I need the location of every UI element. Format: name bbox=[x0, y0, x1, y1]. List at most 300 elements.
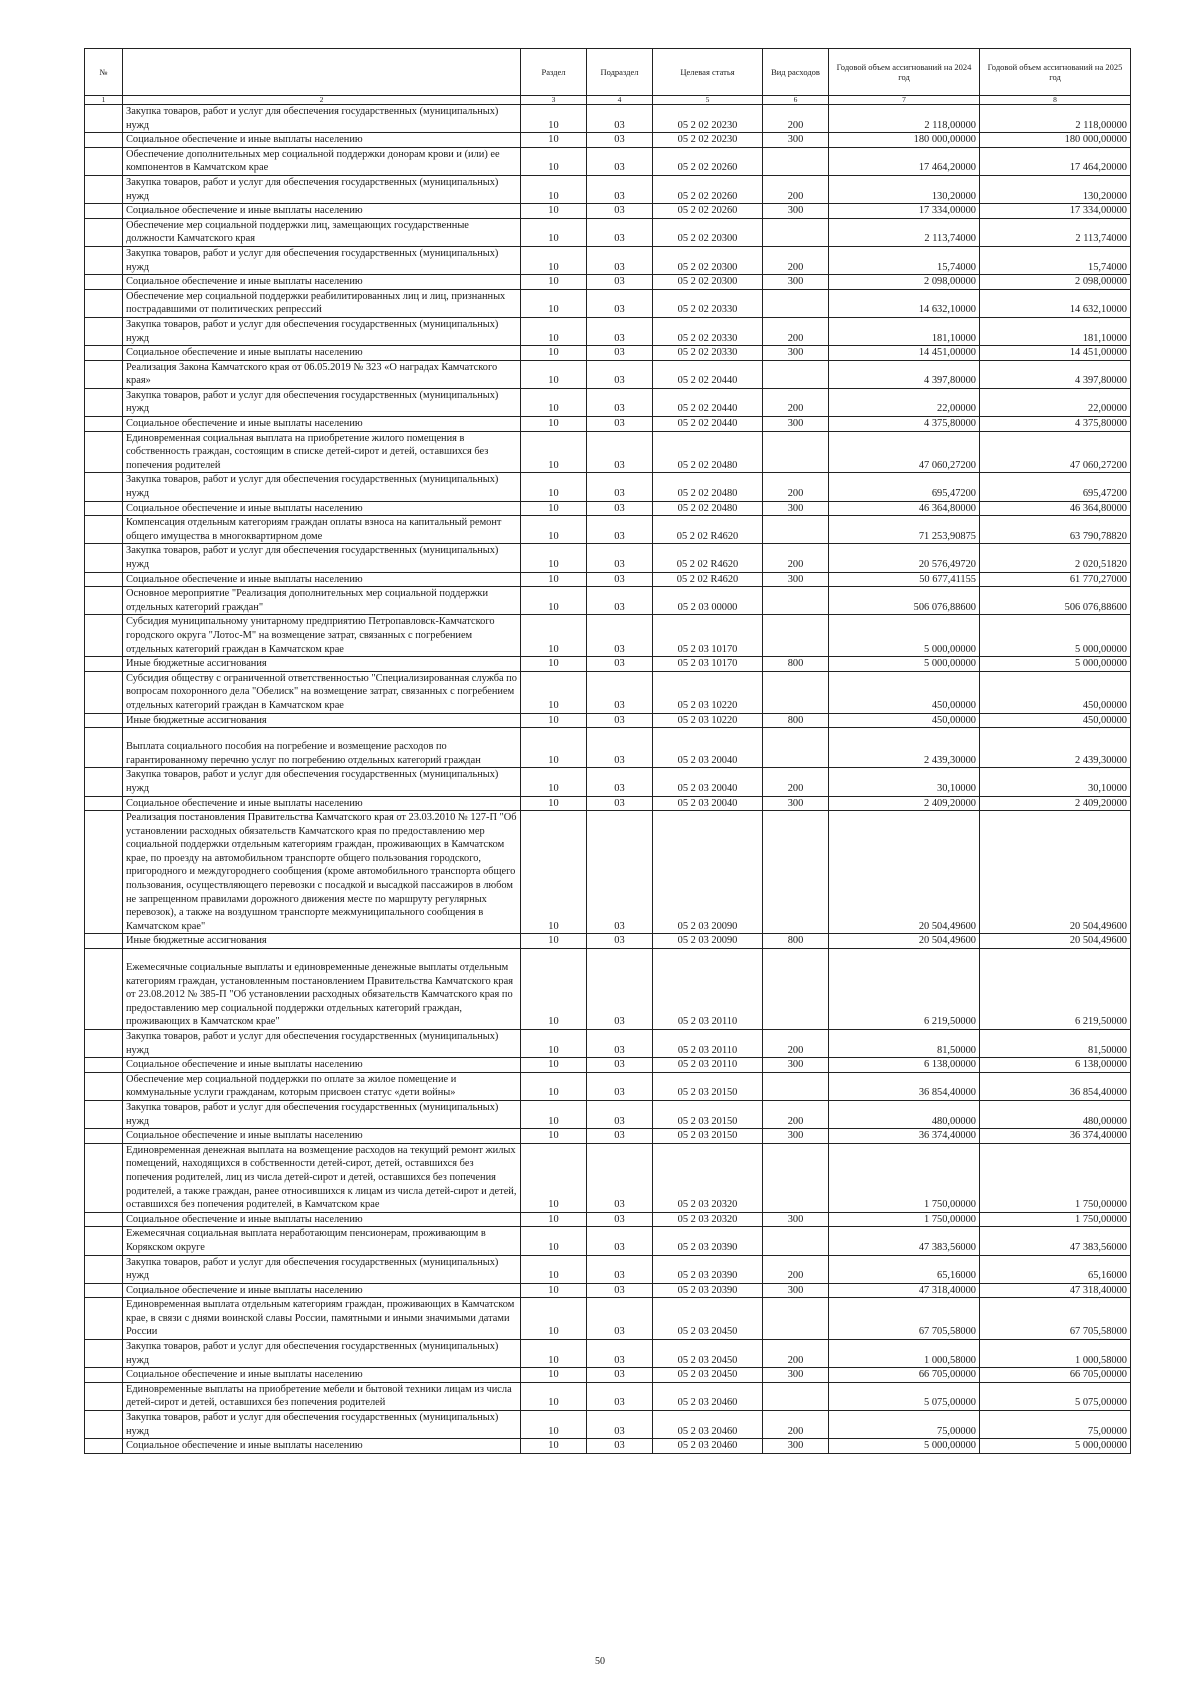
cell-name: Закупка товаров, работ и услуг для обеспечения государственных (муниципальных) нужд bbox=[123, 1255, 521, 1283]
cell-podrazdel: 03 bbox=[587, 147, 653, 175]
cell-target: 05 2 02 20330 bbox=[653, 317, 763, 345]
cell-podrazdel: 03 bbox=[587, 133, 653, 148]
cell-podrazdel: 03 bbox=[587, 1072, 653, 1100]
cell-y2024: 4 397,80000 bbox=[829, 360, 980, 388]
table-body bbox=[85, 105, 1131, 1454]
cell-y2025: 2 439,30000 bbox=[980, 728, 1131, 768]
cell-razdel: 10 bbox=[521, 289, 587, 317]
cell-vid bbox=[763, 1143, 829, 1212]
cell-podrazdel: 03 bbox=[587, 204, 653, 219]
cell-num bbox=[85, 1298, 123, 1340]
cell-razdel: 10 bbox=[521, 1212, 587, 1227]
cell-razdel: 10 bbox=[521, 1030, 587, 1058]
cell-podrazdel: 03 bbox=[587, 175, 653, 203]
cell-num bbox=[85, 1030, 123, 1058]
cell-y2024: 1 000,58000 bbox=[829, 1340, 980, 1368]
cell-name: Социальное обеспечение и иные выплаты населению bbox=[123, 417, 521, 432]
table-row bbox=[85, 1382, 1131, 1410]
cell-y2025: 65,16000 bbox=[980, 1255, 1131, 1283]
cell-podrazdel: 03 bbox=[587, 572, 653, 587]
cell-vid: 200 bbox=[763, 317, 829, 345]
cell-vid bbox=[763, 728, 829, 768]
cell-vid: 300 bbox=[763, 1129, 829, 1144]
cell-name: Социальное обеспечение и иные выплаты населению bbox=[123, 275, 521, 290]
cell-y2025: 1 750,00000 bbox=[980, 1212, 1131, 1227]
cell-y2024: 47 060,27200 bbox=[829, 431, 980, 473]
cell-podrazdel: 03 bbox=[587, 360, 653, 388]
header-razdel: Раздел bbox=[521, 49, 587, 96]
table-row bbox=[85, 615, 1131, 657]
cell-y2024: 2 113,74000 bbox=[829, 218, 980, 246]
cell-y2024: 6 219,50000 bbox=[829, 949, 980, 1030]
cell-y2025: 46 364,80000 bbox=[980, 501, 1131, 516]
cell-num bbox=[85, 1227, 123, 1255]
cell-podrazdel: 03 bbox=[587, 473, 653, 501]
cell-name: Закупка товаров, работ и услуг для обеспечения государственных (муниципальных) нужд bbox=[123, 317, 521, 345]
cell-num bbox=[85, 1439, 123, 1454]
cell-y2024: 47 383,56000 bbox=[829, 1227, 980, 1255]
cell-y2025: 47 383,56000 bbox=[980, 1227, 1131, 1255]
cell-podrazdel: 03 bbox=[587, 544, 653, 572]
cell-num bbox=[85, 275, 123, 290]
cell-y2024: 450,00000 bbox=[829, 671, 980, 713]
cell-name: Иные бюджетные ассигнования bbox=[123, 934, 521, 949]
cell-razdel: 10 bbox=[521, 671, 587, 713]
cell-podrazdel: 03 bbox=[587, 949, 653, 1030]
table-row bbox=[85, 768, 1131, 796]
cell-target: 05 2 02 20480 bbox=[653, 431, 763, 473]
header-name bbox=[123, 49, 521, 96]
cell-vid: 200 bbox=[763, 544, 829, 572]
cell-num bbox=[85, 1255, 123, 1283]
cell-vid: 300 bbox=[763, 796, 829, 811]
cell-vid: 300 bbox=[763, 1212, 829, 1227]
cell-razdel: 10 bbox=[521, 1439, 587, 1454]
cell-vid: 800 bbox=[763, 713, 829, 728]
cell-y2024: 14 451,00000 bbox=[829, 346, 980, 361]
cell-podrazdel: 03 bbox=[587, 768, 653, 796]
cell-y2025: 14 451,00000 bbox=[980, 346, 1131, 361]
table-row bbox=[85, 934, 1131, 949]
cell-podrazdel: 03 bbox=[587, 1227, 653, 1255]
cell-razdel: 10 bbox=[521, 246, 587, 274]
cell-razdel: 10 bbox=[521, 360, 587, 388]
cell-podrazdel: 03 bbox=[587, 1030, 653, 1058]
cell-name: Социальное обеспечение и иные выплаты населению bbox=[123, 346, 521, 361]
cell-num bbox=[85, 1368, 123, 1383]
cell-y2025: 15,74000 bbox=[980, 246, 1131, 274]
cell-vid: 200 bbox=[763, 1340, 829, 1368]
cell-num bbox=[85, 346, 123, 361]
table-row bbox=[85, 317, 1131, 345]
cell-target: 05 2 03 20460 bbox=[653, 1411, 763, 1439]
cell-y2024: 30,10000 bbox=[829, 768, 980, 796]
cell-vid: 200 bbox=[763, 175, 829, 203]
cell-y2025: 20 504,49600 bbox=[980, 811, 1131, 934]
index-cell: 4 bbox=[587, 96, 653, 105]
cell-y2024: 5 000,00000 bbox=[829, 657, 980, 672]
cell-vid: 800 bbox=[763, 657, 829, 672]
cell-podrazdel: 03 bbox=[587, 1143, 653, 1212]
cell-vid bbox=[763, 1227, 829, 1255]
cell-podrazdel: 03 bbox=[587, 218, 653, 246]
cell-target: 05 2 03 20320 bbox=[653, 1143, 763, 1212]
cell-vid: 300 bbox=[763, 572, 829, 587]
cell-y2024: 71 253,90875 bbox=[829, 516, 980, 544]
cell-razdel: 10 bbox=[521, 1058, 587, 1073]
table-row bbox=[85, 796, 1131, 811]
cell-target: 05 2 03 10170 bbox=[653, 657, 763, 672]
cell-y2024: 450,00000 bbox=[829, 713, 980, 728]
table-row bbox=[85, 246, 1131, 274]
cell-name: Иные бюджетные ассигнования bbox=[123, 713, 521, 728]
cell-target: 05 2 02 R4620 bbox=[653, 544, 763, 572]
cell-num bbox=[85, 1058, 123, 1073]
cell-y2025: 2 098,00000 bbox=[980, 275, 1131, 290]
cell-vid: 300 bbox=[763, 204, 829, 219]
cell-target: 05 2 02 20260 bbox=[653, 175, 763, 203]
cell-vid: 300 bbox=[763, 133, 829, 148]
cell-podrazdel: 03 bbox=[587, 289, 653, 317]
cell-name: Обеспечение мер социальной поддержки по оплате за жилое помещение и коммунальные услуги гражданам, которым присвоен статус «дети войны» bbox=[123, 1072, 521, 1100]
cell-podrazdel: 03 bbox=[587, 246, 653, 274]
table-row bbox=[85, 1298, 1131, 1340]
cell-podrazdel: 03 bbox=[587, 317, 653, 345]
table-row bbox=[85, 1058, 1131, 1073]
table-row bbox=[85, 1255, 1131, 1283]
cell-num bbox=[85, 544, 123, 572]
cell-target: 05 2 03 10220 bbox=[653, 713, 763, 728]
cell-vid: 200 bbox=[763, 1255, 829, 1283]
cell-y2024: 17 464,20000 bbox=[829, 147, 980, 175]
cell-num bbox=[85, 218, 123, 246]
cell-razdel: 10 bbox=[521, 949, 587, 1030]
cell-razdel: 10 bbox=[521, 1072, 587, 1100]
cell-y2024: 75,00000 bbox=[829, 1411, 980, 1439]
header-podrazdel: Подраздел bbox=[587, 49, 653, 96]
cell-y2024: 2 409,20000 bbox=[829, 796, 980, 811]
cell-name: Ежемесячные социальные выплаты и единовременные денежные выплаты отдельным категориям граждан, установленным постановлением Правительства Камчатского края от 23.08.2012 № 385-П "Об установлении расходных обязательств Камчатского края по предоставлению мер социальной поддержки отдельных категорий граждан, проживающих в Камчатском крае" bbox=[123, 949, 521, 1030]
cell-target: 05 2 03 20040 bbox=[653, 768, 763, 796]
cell-name: Выплата социального пособия на погребение и возмещение расходов по гарантированному перечню услуг по погребению отдельных категорий граждан bbox=[123, 728, 521, 768]
cell-podrazdel: 03 bbox=[587, 657, 653, 672]
cell-name: Единовременные выплаты на приобретение мебели и бытовой техники лицам из числа детей-сирот и детей, оставшихся без попечения родителей bbox=[123, 1382, 521, 1410]
cell-y2025: 2 113,74000 bbox=[980, 218, 1131, 246]
cell-vid bbox=[763, 671, 829, 713]
cell-razdel: 10 bbox=[521, 417, 587, 432]
cell-razdel: 10 bbox=[521, 501, 587, 516]
cell-razdel: 10 bbox=[521, 1283, 587, 1298]
cell-name: Закупка товаров, работ и услуг для обеспечения государственных (муниципальных) нужд bbox=[123, 246, 521, 274]
cell-name: Единовременная денежная выплата на возмещение расходов на текущий ремонт жилых помещений, находящихся в собственности детей-сирот, детей, оставшихся без попечения родителей, лиц из числа детей-сирот и детей, оставшихся без попечения родителей, а также граждан, ранее относившихся к лицам из числа детей-сирот и детей, оставшихся без попечения родителей, в Камчатском крае bbox=[123, 1143, 521, 1212]
cell-name: Закупка товаров, работ и услуг для обеспечения государственных (муниципальных) нужд bbox=[123, 1100, 521, 1128]
table-row bbox=[85, 388, 1131, 416]
cell-vid bbox=[763, 1298, 829, 1340]
cell-podrazdel: 03 bbox=[587, 346, 653, 361]
table-row bbox=[85, 431, 1131, 473]
cell-target: 05 2 02 20260 bbox=[653, 204, 763, 219]
cell-podrazdel: 03 bbox=[587, 713, 653, 728]
cell-y2024: 180 000,00000 bbox=[829, 133, 980, 148]
cell-num bbox=[85, 1072, 123, 1100]
cell-name: Социальное обеспечение и иные выплаты населению bbox=[123, 1212, 521, 1227]
index-cell: 7 bbox=[829, 96, 980, 105]
cell-razdel: 10 bbox=[521, 1368, 587, 1383]
page-number: 50 bbox=[595, 1656, 605, 1667]
cell-name: Социальное обеспечение и иные выплаты населению bbox=[123, 501, 521, 516]
cell-y2025: 61 770,27000 bbox=[980, 572, 1131, 587]
table-row bbox=[85, 1072, 1131, 1100]
cell-target: 05 2 03 00000 bbox=[653, 587, 763, 615]
cell-num bbox=[85, 360, 123, 388]
cell-vid bbox=[763, 360, 829, 388]
table-row bbox=[85, 1227, 1131, 1255]
table-row bbox=[85, 572, 1131, 587]
cell-name: Основное мероприятие "Реализация дополнительных мер социальной поддержки отдельных категорий граждан" bbox=[123, 587, 521, 615]
cell-num bbox=[85, 147, 123, 175]
table-row bbox=[85, 147, 1131, 175]
cell-y2025: 47 318,40000 bbox=[980, 1283, 1131, 1298]
cell-target: 05 2 02 20230 bbox=[653, 105, 763, 133]
cell-razdel: 10 bbox=[521, 1227, 587, 1255]
header-vid: Вид расходов bbox=[763, 49, 829, 96]
cell-y2024: 2 098,00000 bbox=[829, 275, 980, 290]
table-row bbox=[85, 1143, 1131, 1212]
table-row bbox=[85, 289, 1131, 317]
cell-razdel: 10 bbox=[521, 768, 587, 796]
cell-razdel: 10 bbox=[521, 572, 587, 587]
cell-y2024: 50 677,41155 bbox=[829, 572, 980, 587]
cell-target: 05 2 02 20330 bbox=[653, 346, 763, 361]
cell-y2025: 17 464,20000 bbox=[980, 147, 1131, 175]
cell-name: Субсидия муниципальному унитарному предприятию Петропавловск-Камчатского городского округа "Лотос-М" на возмещение затрат, связанных с погребением отдельных категорий граждан в Камчатском крае bbox=[123, 615, 521, 657]
cell-num bbox=[85, 105, 123, 133]
cell-name: Социальное обеспечение и иные выплаты населению bbox=[123, 1129, 521, 1144]
cell-vid: 200 bbox=[763, 246, 829, 274]
table-row bbox=[85, 473, 1131, 501]
cell-y2025: 2 020,51820 bbox=[980, 544, 1131, 572]
cell-target: 05 2 03 20040 bbox=[653, 728, 763, 768]
cell-target: 05 2 03 20390 bbox=[653, 1283, 763, 1298]
cell-y2024: 66 705,00000 bbox=[829, 1368, 980, 1383]
cell-num bbox=[85, 289, 123, 317]
cell-y2024: 81,50000 bbox=[829, 1030, 980, 1058]
table-row bbox=[85, 657, 1131, 672]
cell-num bbox=[85, 1100, 123, 1128]
cell-podrazdel: 03 bbox=[587, 417, 653, 432]
index-cell: 8 bbox=[980, 96, 1131, 105]
header-y2024: Годовой объем ассигнований на 2024 год bbox=[829, 49, 980, 96]
cell-name: Социальное обеспечение и иные выплаты населению bbox=[123, 1058, 521, 1073]
cell-num bbox=[85, 1382, 123, 1410]
cell-y2024: 2 439,30000 bbox=[829, 728, 980, 768]
cell-y2025: 67 705,58000 bbox=[980, 1298, 1131, 1340]
cell-vid bbox=[763, 1382, 829, 1410]
table-row bbox=[85, 275, 1131, 290]
cell-razdel: 10 bbox=[521, 1298, 587, 1340]
header-target: Целевая статья bbox=[653, 49, 763, 96]
cell-num bbox=[85, 713, 123, 728]
cell-vid: 300 bbox=[763, 1439, 829, 1454]
table-row bbox=[85, 1439, 1131, 1454]
cell-y2025: 181,10000 bbox=[980, 317, 1131, 345]
index-cell: 1 bbox=[85, 96, 123, 105]
cell-razdel: 10 bbox=[521, 218, 587, 246]
cell-y2025: 5 000,00000 bbox=[980, 615, 1131, 657]
cell-y2025: 20 504,49600 bbox=[980, 934, 1131, 949]
index-cell: 5 bbox=[653, 96, 763, 105]
cell-target: 05 2 02 20300 bbox=[653, 275, 763, 290]
cell-y2025: 63 790,78820 bbox=[980, 516, 1131, 544]
cell-y2025: 450,00000 bbox=[980, 671, 1131, 713]
cell-num bbox=[85, 501, 123, 516]
cell-target: 05 2 03 20450 bbox=[653, 1340, 763, 1368]
table-row bbox=[85, 1411, 1131, 1439]
cell-vid bbox=[763, 218, 829, 246]
cell-razdel: 10 bbox=[521, 317, 587, 345]
cell-podrazdel: 03 bbox=[587, 1283, 653, 1298]
cell-podrazdel: 03 bbox=[587, 501, 653, 516]
cell-vid: 200 bbox=[763, 1100, 829, 1128]
cell-target: 05 2 02 20230 bbox=[653, 133, 763, 148]
cell-y2025: 1 750,00000 bbox=[980, 1143, 1131, 1212]
cell-num bbox=[85, 949, 123, 1030]
cell-target: 05 2 03 20150 bbox=[653, 1100, 763, 1128]
cell-y2024: 2 118,00000 bbox=[829, 105, 980, 133]
cell-target: 05 2 02 20440 bbox=[653, 417, 763, 432]
header-num: № bbox=[85, 49, 123, 96]
cell-vid: 300 bbox=[763, 501, 829, 516]
cell-num bbox=[85, 388, 123, 416]
cell-target: 05 2 03 10170 bbox=[653, 615, 763, 657]
cell-razdel: 10 bbox=[521, 796, 587, 811]
cell-target: 05 2 03 20090 bbox=[653, 934, 763, 949]
cell-y2024: 14 632,10000 bbox=[829, 289, 980, 317]
cell-vid bbox=[763, 289, 829, 317]
cell-name: Реализация постановления Правительства Камчатского края от 23.03.2010 № 127-П "Об установлении расходных обязательств Камчатского края по предоставлению мер социальной поддержки отдельным категориям граждан, проживающих в Камчатском крае, по проезду на автомобильном транспорте общего пользования городского, пригородного и междугороднего сообщения (кроме автомобильного транспорта общего пользования, осуществляющего перевозки с посадкой и высадкой пассажиров в любом не запрещенном правилами дорожного движения месте по маршруту регулярных перевозок), а также на воздушном транспорте межмуниципального сообщения в Камчатском крае" bbox=[123, 811, 521, 934]
cell-y2025: 30,10000 bbox=[980, 768, 1131, 796]
cell-razdel: 10 bbox=[521, 713, 587, 728]
cell-name: Обеспечение мер социальной поддержки реабилитированных лиц и лиц, признанных пострадавшими от политических репрессий bbox=[123, 289, 521, 317]
cell-name: Социальное обеспечение и иные выплаты населению bbox=[123, 796, 521, 811]
cell-num bbox=[85, 728, 123, 768]
cell-razdel: 10 bbox=[521, 657, 587, 672]
cell-vid bbox=[763, 615, 829, 657]
cell-vid: 300 bbox=[763, 275, 829, 290]
cell-y2025: 5 000,00000 bbox=[980, 1439, 1131, 1454]
cell-podrazdel: 03 bbox=[587, 1212, 653, 1227]
cell-target: 05 2 03 20110 bbox=[653, 949, 763, 1030]
cell-y2024: 480,00000 bbox=[829, 1100, 980, 1128]
cell-y2024: 5 000,00000 bbox=[829, 615, 980, 657]
cell-vid bbox=[763, 147, 829, 175]
cell-vid bbox=[763, 587, 829, 615]
cell-podrazdel: 03 bbox=[587, 275, 653, 290]
cell-name: Социальное обеспечение и иные выплаты населению bbox=[123, 204, 521, 219]
cell-num bbox=[85, 1129, 123, 1144]
cell-y2025: 2 409,20000 bbox=[980, 796, 1131, 811]
cell-y2024: 5 000,00000 bbox=[829, 1439, 980, 1454]
cell-target: 05 2 03 20390 bbox=[653, 1227, 763, 1255]
cell-podrazdel: 03 bbox=[587, 1368, 653, 1383]
cell-podrazdel: 03 bbox=[587, 1058, 653, 1073]
cell-vid bbox=[763, 431, 829, 473]
cell-vid bbox=[763, 811, 829, 934]
cell-vid: 200 bbox=[763, 473, 829, 501]
table-row bbox=[85, 133, 1131, 148]
cell-podrazdel: 03 bbox=[587, 728, 653, 768]
cell-y2025: 130,20000 bbox=[980, 175, 1131, 203]
table-row bbox=[85, 516, 1131, 544]
table-row bbox=[85, 1030, 1131, 1058]
cell-podrazdel: 03 bbox=[587, 1382, 653, 1410]
cell-target: 05 2 03 20450 bbox=[653, 1298, 763, 1340]
table-row bbox=[85, 811, 1131, 934]
cell-podrazdel: 03 bbox=[587, 615, 653, 657]
cell-y2025: 5 000,00000 bbox=[980, 657, 1131, 672]
cell-num bbox=[85, 317, 123, 345]
cell-y2024: 6 138,00000 bbox=[829, 1058, 980, 1073]
cell-target: 05 2 03 10220 bbox=[653, 671, 763, 713]
cell-vid: 200 bbox=[763, 388, 829, 416]
cell-razdel: 10 bbox=[521, 147, 587, 175]
cell-y2024: 1 750,00000 bbox=[829, 1212, 980, 1227]
cell-razdel: 10 bbox=[521, 275, 587, 290]
cell-podrazdel: 03 bbox=[587, 1340, 653, 1368]
cell-name: Социальное обеспечение и иные выплаты населению bbox=[123, 133, 521, 148]
cell-num bbox=[85, 133, 123, 148]
cell-y2024: 65,16000 bbox=[829, 1255, 980, 1283]
cell-y2025: 66 705,00000 bbox=[980, 1368, 1131, 1383]
cell-num bbox=[85, 204, 123, 219]
cell-num bbox=[85, 417, 123, 432]
cell-razdel: 10 bbox=[521, 473, 587, 501]
cell-target: 05 2 03 20110 bbox=[653, 1058, 763, 1073]
table-row bbox=[85, 346, 1131, 361]
table-row bbox=[85, 360, 1131, 388]
table-row bbox=[85, 218, 1131, 246]
cell-vid: 300 bbox=[763, 346, 829, 361]
cell-num bbox=[85, 587, 123, 615]
cell-y2024: 695,47200 bbox=[829, 473, 980, 501]
cell-target: 05 2 02 20260 bbox=[653, 147, 763, 175]
cell-num bbox=[85, 175, 123, 203]
cell-num bbox=[85, 811, 123, 934]
cell-podrazdel: 03 bbox=[587, 1129, 653, 1144]
table-row bbox=[85, 1129, 1131, 1144]
cell-target: 05 2 03 20450 bbox=[653, 1368, 763, 1383]
cell-name: Закупка товаров, работ и услуг для обеспечения государственных (муниципальных) нужд bbox=[123, 175, 521, 203]
cell-target: 05 2 03 20320 bbox=[653, 1212, 763, 1227]
cell-name: Компенсация отдельным категориям граждан оплаты взноса на капитальный ремонт общего имущества в многоквартирном доме bbox=[123, 516, 521, 544]
table-row bbox=[85, 544, 1131, 572]
cell-target: 05 2 02 20480 bbox=[653, 473, 763, 501]
table-row bbox=[85, 728, 1131, 768]
header-row bbox=[85, 49, 1131, 96]
cell-y2025: 6 219,50000 bbox=[980, 949, 1131, 1030]
cell-vid bbox=[763, 949, 829, 1030]
cell-target: 05 2 02 20440 bbox=[653, 388, 763, 416]
cell-podrazdel: 03 bbox=[587, 587, 653, 615]
cell-y2025: 4 397,80000 bbox=[980, 360, 1131, 388]
table-row bbox=[85, 1100, 1131, 1128]
cell-razdel: 10 bbox=[521, 1382, 587, 1410]
cell-name: Социальное обеспечение и иные выплаты населению bbox=[123, 572, 521, 587]
cell-y2025: 1 000,58000 bbox=[980, 1340, 1131, 1368]
cell-name: Закупка товаров, работ и услуг для обеспечения государственных (муниципальных) нужд bbox=[123, 388, 521, 416]
cell-num bbox=[85, 516, 123, 544]
cell-num bbox=[85, 1143, 123, 1212]
